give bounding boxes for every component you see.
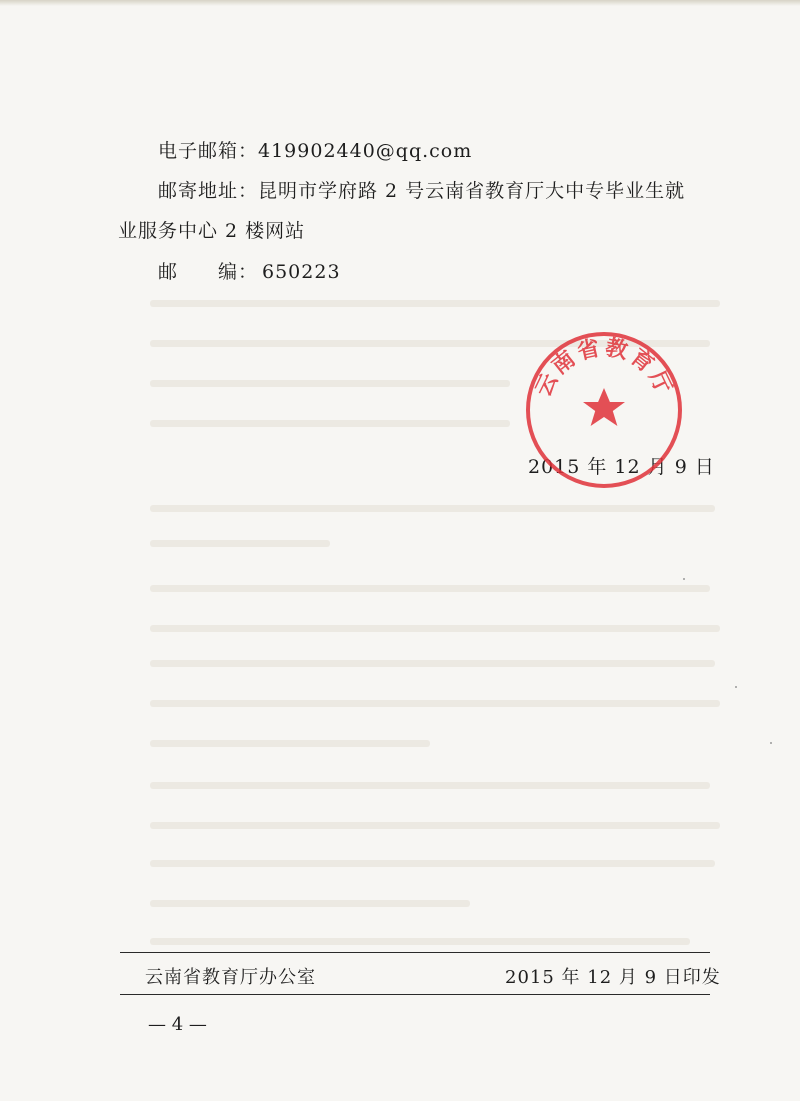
contact-postcode <box>158 257 341 284</box>
bleed-through-mark <box>150 505 715 512</box>
footer-print-date: 2015 年 12 月 9 日印发 <box>505 967 721 988</box>
bleed-through-mark <box>150 300 720 307</box>
contact-address-line-1: 邮寄地址：昆明市学府路 2 号云南省教育厅大中专毕业生就 <box>158 180 686 202</box>
signature-date: 2015 年 12 月 9 日 <box>528 456 715 478</box>
footer-issuer: 云南省教育厅办公室 <box>145 967 316 988</box>
scan-speck <box>735 686 737 688</box>
bleed-through-mark <box>150 585 710 592</box>
seal-text: 云南省教育厅 <box>530 334 678 401</box>
bleed-through-mark <box>150 822 720 829</box>
bleed-through-mark <box>150 700 720 707</box>
scan-speck <box>683 578 685 580</box>
scan-speck <box>770 742 772 744</box>
bleed-through-mark <box>150 782 710 789</box>
bleed-through-mark <box>150 860 715 867</box>
bleed-through-mark <box>150 900 470 907</box>
contact-email: 电子邮箱：419902440@qq.com <box>158 140 473 162</box>
bleed-through-mark <box>150 660 715 667</box>
bleed-through-mark <box>150 420 510 427</box>
bleed-through-mark <box>150 938 690 945</box>
page-number: — 4 — <box>148 1014 207 1035</box>
scan-top-edge <box>0 0 800 6</box>
official-seal-icon <box>524 330 684 490</box>
seal-star <box>583 388 625 426</box>
bleed-through-mark <box>150 540 330 547</box>
postcode-value: 650223 <box>262 261 341 283</box>
contact-address-line-2: 业服务中心 2 楼网站 <box>118 220 306 242</box>
footer-rule-top <box>120 952 710 953</box>
bleed-through-mark <box>150 380 510 387</box>
bleed-through-mark <box>150 625 720 632</box>
footer-rule-bottom <box>120 994 710 995</box>
bleed-through-mark <box>150 740 430 747</box>
postcode-label: 邮 编： <box>158 261 259 283</box>
